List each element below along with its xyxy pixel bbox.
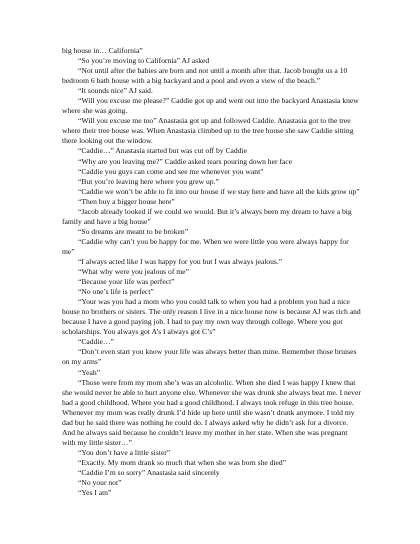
paragraph: big house in… California”	[62, 46, 143, 55]
paragraph: “Will you excuse me too” Anastasia got up and followed Caddie. Anastasia got to the tree where their tree house was. When Anastasia climbed up to the tree house she saw Caddie sitting there looking out the window.	[62, 116, 354, 146]
paragraph: “Caddie…” Anastasia started but was cut off by Caddie	[78, 146, 247, 156]
paragraph: “Caddie why can’t you be happy for me. When we were little you were always happy for me”	[62, 236, 349, 256]
paragraph: “Those were from my mom she’s was an alcoholic. When she died I was happy I knew that she would never be able to hurt anyone else. Whenever she was drunk she always beat me. I never had a good childhood. Where you had a good childhood. I always took refuge in this tree house. Whenever my mom was really drunk I’d hide up here until she wasn’t drunk anymore. I told my dad but he said there was nothing he could do. I always asked why he didn’t ask for a divorce. And he always said because he couldn’t leave my mother in her state. When she was pregnant with my little sister…”	[62, 377, 361, 447]
paragraph: “But you’re leaving here where you grew up.”	[78, 176, 219, 186]
paragraph: “So you’re moving to California” AJ asked	[78, 56, 210, 66]
paragraph: “So dreams are meant to be broken”	[78, 226, 189, 236]
paragraph: “No one’s life is perfect”	[78, 287, 154, 297]
paragraph: “It sounds nice” AJ said.	[78, 86, 153, 96]
paragraph: “Then buy a bigger house here”	[78, 196, 175, 206]
paragraph: “Caddie I’m so sorry” Anastasia said sincerely	[78, 467, 220, 477]
paragraph: “Exactly. My mom drank so much that when she was born she died”	[78, 457, 287, 467]
paragraph: “Why are you leaving me?” Caddie asked tears pouring down her face	[78, 156, 293, 166]
paragraph: “Don’t even start you know your life was always better than mine. Remember those bruises on my arms”	[62, 347, 357, 367]
paragraph: “Caddie we won’t be able to fit into our house if we stay here and have all the kids grow up”	[78, 186, 360, 196]
paragraph: “Yes I am”	[78, 488, 112, 498]
paragraph: “Because your life was perfect”	[78, 277, 175, 287]
paragraph: “Caddie you guys can come and see me whenever you want”	[78, 166, 264, 176]
paragraph: “You don’t have a little sister”	[78, 447, 171, 457]
paragraph: “Not until after the babies are born and not until a month after that. Jacob bought us a 10 bedroom 6 bath house with a big backyard and a pool and even a view of the beach.”	[62, 66, 348, 86]
paragraph: “What why were you jealous of me”	[78, 267, 189, 277]
document-page	[62, 46, 362, 498]
paragraph: “Jacob already looked if we could we would. But it’s always been my dream to have a big family and have a big house”	[62, 206, 352, 226]
paragraph: “Yeah”	[78, 367, 101, 377]
paragraph: “Caddie…”	[78, 337, 114, 347]
paragraph: “I always acted like I was happy for you but I was always jealous.”	[78, 256, 283, 266]
paragraph: “No your not”	[78, 478, 122, 488]
paragraph: “Will you excuse me please?” Caddie got up and went out into the backyard Anastasia knew where she was going.	[62, 96, 359, 116]
paragraph: “Your was you had a mom who you could talk to when you had a problem you had a nice house no brothers or sisters. The only reason I live in a nice house now is because AJ was rich and because I have a good paying job. I had to pay my own way through college. Where you got scholarships. You always got A’s I always got C’s”	[62, 297, 361, 337]
